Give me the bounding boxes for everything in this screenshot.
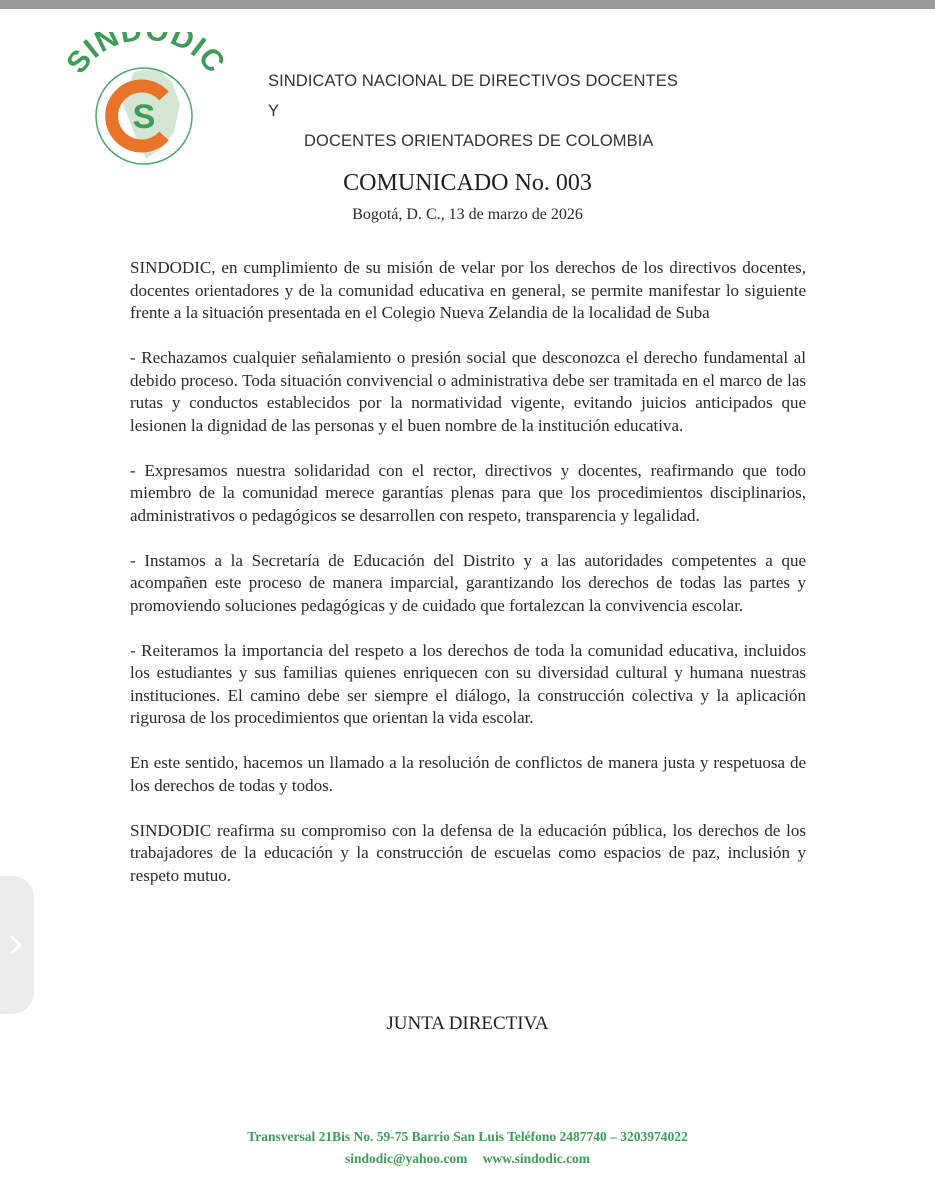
paragraph-intro: SINDODIC, en cumplimiento de su misión de velar por los derechos de los directivos docentes, docentes orientadores y de la comunidad educativa en general, se permite manifestar lo siguiente frente a la situación presentada en el Colegio Nueva Zelandia de la localidad de Suba [130,258,806,322]
document-date: Bogotá, D. C., 13 de marzo de 2026 [352,206,583,223]
footer-contact [0,1148,935,1170]
organization-name-line1: SINDICATO NACIONAL DE DIRECTIVOS DOCENTES Y [268,72,678,120]
next-page-button[interactable] [0,876,34,1014]
document-footer [0,1126,935,1170]
chevron-right-icon [8,933,24,957]
viewer-top-bar [0,0,935,9]
footer-address: Transversal 21Bis No. 59-75 Barrio San Luis Teléfono 2487740 – 3203974022 [247,1129,688,1144]
paragraph-point-3: - Instamos a la Secretaría de Educación del Distrito y a las autoridades competentes a que acompañen este proceso de manera imparcial, garantizando los derechos de todas las partes y promoviendo soluciones pedagógicas y de cuidado que fortalezcan la convivencia escolar. [130,550,806,615]
paragraph-point-4: - Reiteramos la importancia del respeto a los derechos de toda la comunidad educativa, incluidos los estudiantes y sus familias quienes enriquecen con su diversidad cultural y humana nuestras instituciones. El camino debe ser siempre el diálogo, la construcción colectiva y la aplicación rigurosa de los procedimientos que orientan la vida escolar. [130,640,806,727]
organization-name-line2: DOCENTES ORIENTADORES DE COLOMBIA [304,132,654,150]
paragraph-point-1: - Rechazamos cualquier señalamiento o presión social que desconozca el derecho fundamental al debido proceso. Toda situación convivencial o administrativa debe ser tramitada en el marco de las rutas y conductos establecidos por la normatividad vigente, evitando juicios anticipados que lesionen la dignidad de las personas y el buen nombre de la institución educativa. [130,348,806,435]
footer-email[interactable]: sindodic@yahoo.com [344,1151,468,1166]
organization-name [268,66,688,156]
paragraph-closing: SINDODIC reafirma su compromiso con la defensa de la educación pública, los derechos de los trabajadores de la educación y la construcción de escuelas como espacios de paz, inclusión y respeto mutuo. [130,820,806,885]
sindodic-logo-icon [60,32,232,168]
signature-block: JUNTA DIRECTIVA [386,1013,549,1034]
footer-website[interactable]: www.sindodic.com [482,1151,591,1166]
document-body [130,257,806,910]
paragraph-call: En este sentido, hacemos un llamado a la resolución de conflictos de manera justa y respetuosa de los derechos de todas y todos. [130,753,806,795]
svg-text:S: S [132,98,156,136]
logo-wordmark: SIN DIC [60,32,232,80]
paragraph-point-2: - Expresamos nuestra solidaridad con el rector, directivos y docentes, reafirmando que todo miembro de la comunidad merece garantías plenas para que los procedimientos disciplinarios, administrativos o pedagógicos se desarrollen con respeto, transparencia y legalidad. [130,460,806,525]
sindodic-logo [60,32,232,168]
document-title: COMUNICADO No. 003 [343,170,592,196]
